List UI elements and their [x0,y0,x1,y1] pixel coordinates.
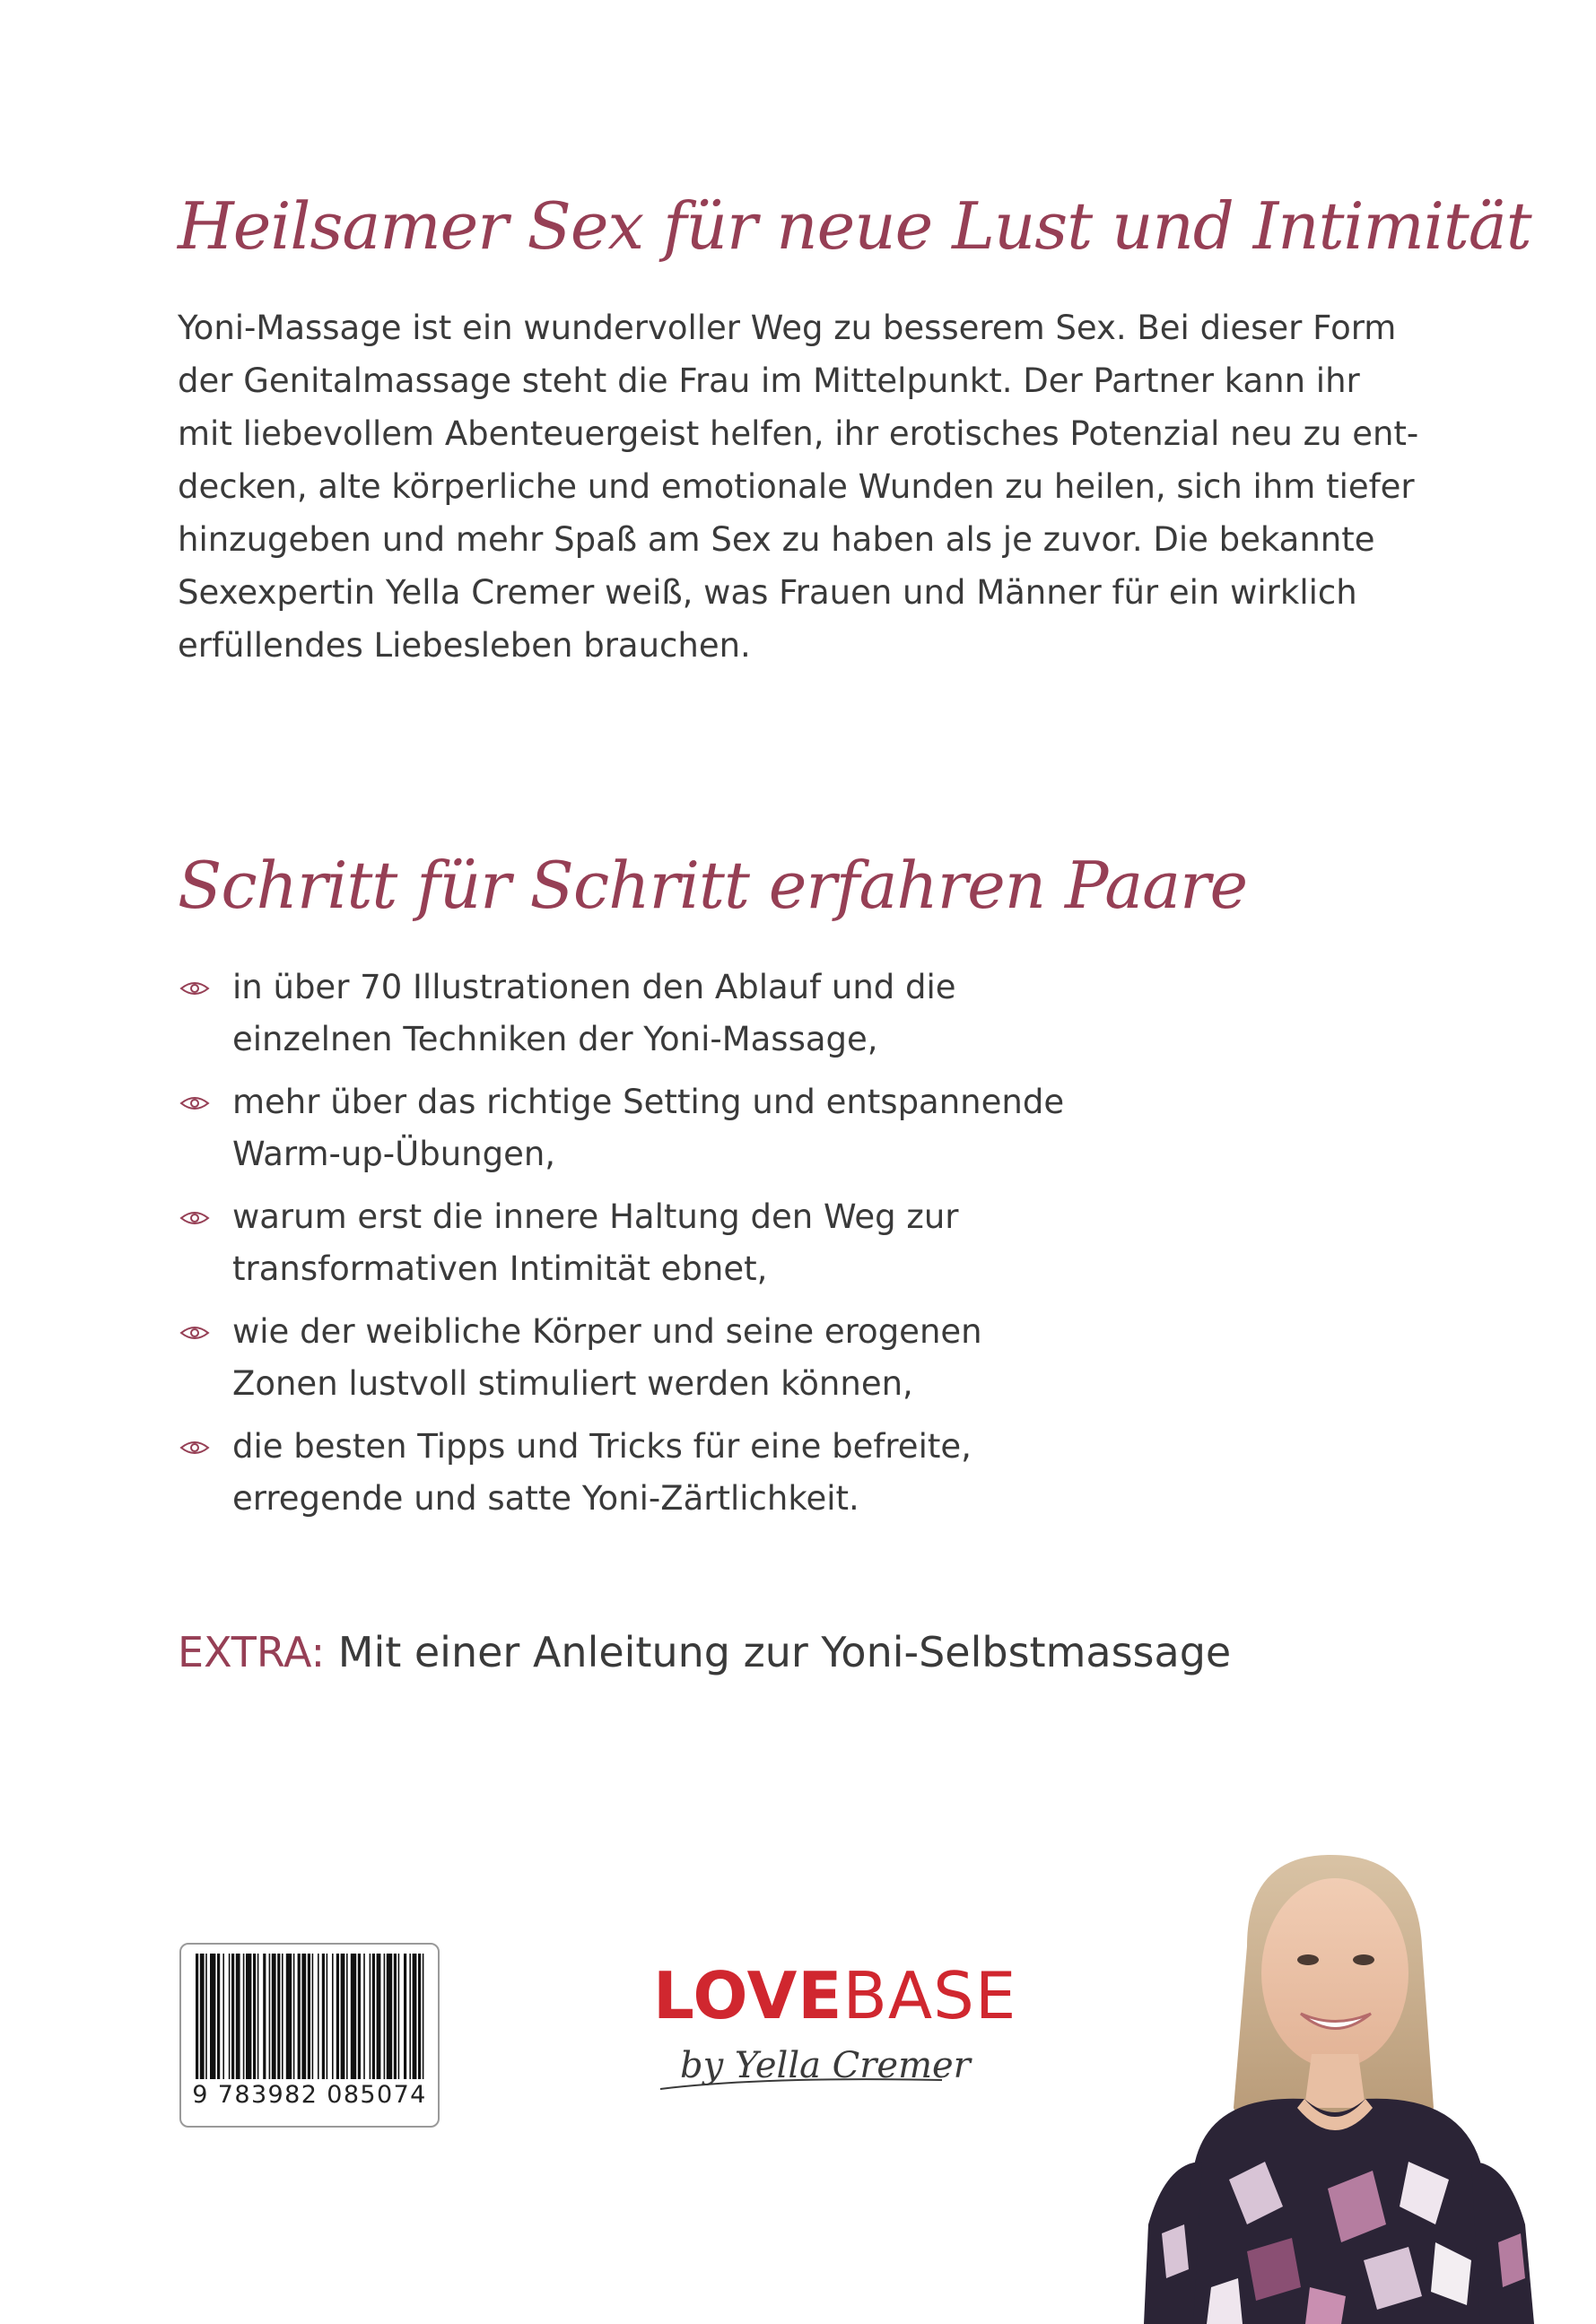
barcode-bar [231,1954,234,2079]
extra-text: Mit einer Anleitung zur Yoni-Selbstmassage [337,1628,1232,1676]
author-portrait [1112,1839,1596,2324]
barcode-bar [372,1954,375,2079]
barcode-bar [222,1954,224,2079]
barcode-bar [363,1954,365,2079]
paragraph-line: erfüllendes Liebesleben brauchen. [178,626,751,665]
list-item-line: einzelnen Techniken der Yoni-Massage, [232,1020,878,1058]
barcode-bar [384,1954,386,2079]
section-heading-steps: Schritt für Schritt erfahren Paare [178,848,1248,923]
barcode-bar [263,1954,266,2079]
barcode-bar [272,1954,276,2079]
barcode-bar [277,1954,280,2079]
barcode-bar [205,1954,207,2079]
barcode-bar [413,1954,417,2079]
logo-wordmark [653,1960,1016,2032]
feature-list [178,962,1064,1536]
barcode-bar [243,1954,245,2079]
barcode-bar [269,1954,271,2079]
eye-bullet-icon [179,1093,210,1113]
list-item-line: in über 70 Illustrationen den Ablauf und die [232,968,956,1006]
list-item-line: wie der weibliche Körper und seine erogenen [232,1312,982,1351]
barcode-bar [341,1954,345,2079]
paragraph-line: decken, alte körperliche und emotionale Wunden zu heilen, sich ihm tiefer [178,467,1415,506]
list-item [178,1306,1064,1410]
barcode-bar [318,1954,319,2079]
list-item-line: Warm-up-Übungen, [232,1135,556,1173]
paragraph-line: Sexexpertin Yella Cremer weiß, was Frauen und Männer für ein wirklich [178,573,1357,612]
list-item [178,1191,1064,1295]
barcode-bar [404,1954,406,2079]
barcode-bar [217,1954,220,2079]
barcode-bar [370,1954,371,2079]
list-item-line: warum erst die innere Haltung den Weg zur [232,1197,959,1236]
list-item-line: Zonen lustvoll stimuliert werden können, [232,1364,913,1403]
barcode-bar [312,1954,314,2079]
barcode-bar [286,1954,292,2079]
barcode-bar [200,1954,205,2079]
barcode-bar [308,1954,310,2079]
barcode-bar [398,1954,400,2079]
eye-bullet-icon [179,1208,210,1228]
eye-bullet-icon [179,1438,210,1458]
list-item-line: erregende und satte Yoni-Zärtlichkeit. [232,1479,859,1518]
publisher-logo [653,1960,1030,2085]
isbn-barcode [179,1943,440,2128]
logo-love: LOVE [653,1958,843,2033]
list-item-line: die besten Tipps und Tricks für eine befreite, [232,1427,972,1466]
barcode-bar [387,1954,392,2079]
paragraph-line: hinzugeben und mehr Spaß am Sex zu haben als je zuvor. Die bekannte [178,520,1375,559]
barcode-bar [246,1954,251,2079]
barcode-digits: 9 783982 085074 [192,2081,427,2109]
barcode-bar [253,1954,256,2079]
barcode-bar [409,1954,411,2079]
logo-swoosh-icon [653,2060,949,2096]
barcode-bar [298,1954,301,2079]
extra-label: EXTRA: [178,1628,326,1676]
list-item [178,962,1064,1066]
paragraph-line: der Genitalmassage steht die Frau im Mittelpunkt. Der Partner kann ihr [178,361,1360,400]
eye-bullet-icon [179,979,210,998]
barcode-bar [423,1954,424,2079]
barcode-bar [418,1954,421,2079]
list-item [178,1076,1064,1180]
barcode-bar [332,1954,334,2079]
barcode-bar [377,1954,381,2079]
barcode-bar [196,1954,198,2079]
logo-base: BASE [842,1958,1017,2033]
barcode-bar [236,1954,240,2079]
list-item-line: transformativen Intimität ebnet, [232,1249,768,1288]
barcode-bar [229,1954,231,2079]
barcode-bar [293,1954,295,2079]
barcode-bar [210,1954,215,2079]
barcode-bar [327,1954,328,2079]
logo-byline: by Yella Cremer [680,2045,971,2086]
section-heading-healing: Heilsamer Sex für neue Lust und Intimität [178,188,1531,264]
paragraph-line: Yoni-Massage ist ein wundervoller Weg zu besserem Sex. Bei dieser Form [178,309,1397,347]
eye-bullet-icon [179,1323,210,1343]
list-item-line: mehr über das richtige Setting und entspannende [232,1083,1065,1121]
barcode-bar [301,1954,306,2079]
barcode-bar [346,1954,348,2079]
barcode-bar [257,1954,259,2079]
barcode-bar [322,1954,325,2079]
barcode-bar [394,1954,397,2079]
barcode-bar [336,1954,339,2079]
barcode-bar [351,1954,356,2079]
list-item [178,1421,1064,1525]
barcode-bars [192,1954,427,2079]
paragraph-line: mit liebevollem Abenteuergeist helfen, ihr erotisches Potenzial neu zu ent- [178,414,1419,453]
barcode-bar [282,1954,283,2079]
extra-note [178,1628,1231,1676]
barcode-bar [358,1954,361,2079]
intro-paragraph [178,301,1434,672]
